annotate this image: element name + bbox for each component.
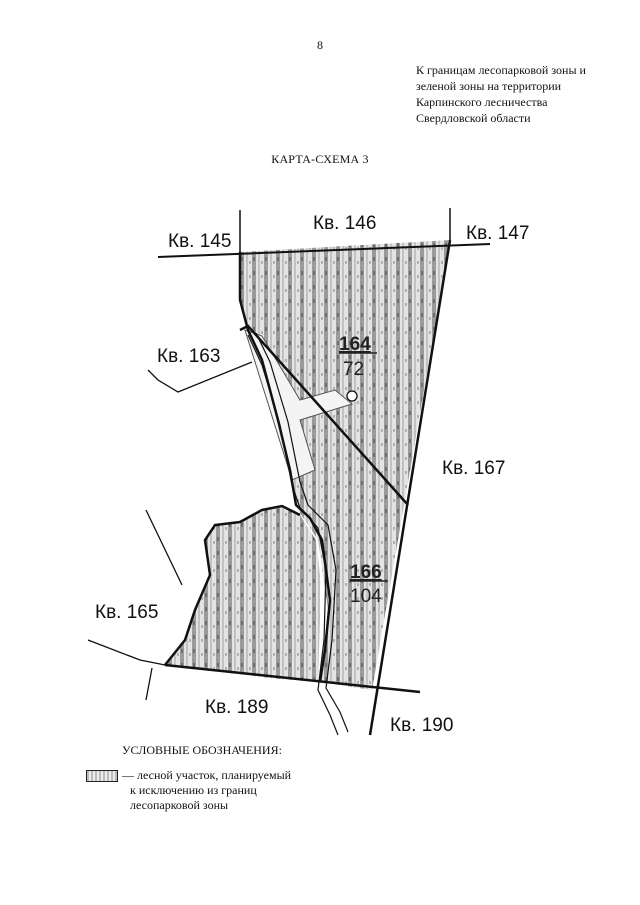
parcel-number-166: 166: [350, 562, 382, 583]
legend-line-2: к исключению из границ: [130, 783, 257, 797]
label-kv-167: Кв. 167: [442, 458, 506, 479]
header-line-4: Свердловской области: [416, 111, 531, 125]
header-line-2: зеленой зоны на территории: [416, 79, 562, 93]
label-kv-190: Кв. 190: [390, 715, 454, 736]
label-kv-146: Кв. 146: [313, 213, 377, 234]
map-title: КАРТА-СХЕМА 3: [271, 152, 369, 166]
boundary-165-north: [146, 510, 182, 585]
parcel-number-164: 164: [339, 334, 371, 355]
legend-line-1: — лесной участок, планируемый: [122, 768, 292, 782]
header-line-1: К границам лесопарковой зоны и: [416, 63, 586, 77]
label-kv-165: Кв. 165: [95, 602, 159, 623]
label-kv-145: Кв. 145: [168, 231, 232, 252]
boundary-165-south: [88, 640, 165, 665]
parcel-area-166: 104: [350, 586, 382, 607]
parcel-area-164: 72: [343, 359, 365, 380]
legend-text: [122, 768, 342, 813]
legend-line-3: лесопарковой зоны: [130, 798, 229, 812]
label-kv-163: Кв. 163: [157, 346, 221, 367]
label-kv-189: Кв. 189: [205, 697, 269, 718]
legend-title: УСЛОВНЫЕ ОБОЗНАЧЕНИЯ:: [122, 743, 282, 757]
forest-area-left-lobe: [165, 506, 320, 682]
legend-swatch: [86, 770, 118, 782]
header-line-3: Карпинского лесничества: [416, 95, 548, 109]
building-symbol: [347, 391, 357, 401]
page-number: 8: [317, 38, 323, 52]
boundary-189-west: [146, 668, 152, 700]
label-kv-147: Кв. 147: [466, 223, 530, 244]
